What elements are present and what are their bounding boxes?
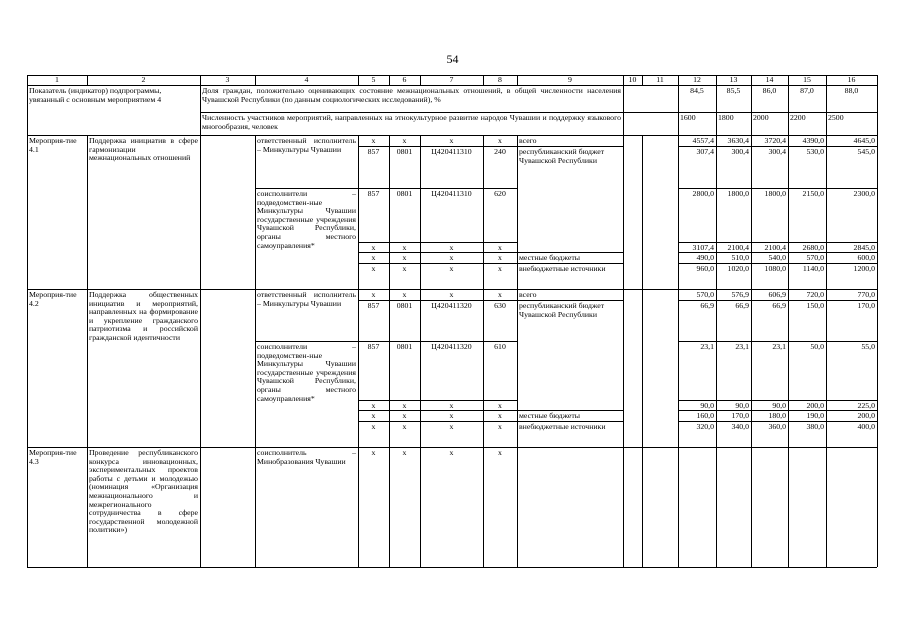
budget-code-target: x: [449, 401, 454, 410]
funding-value: 23,1: [700, 342, 714, 351]
funding-value: 170,0: [857, 301, 875, 310]
funding-source: внебюджетные источники: [519, 264, 606, 273]
budget-code-target: Ц420411310: [431, 189, 472, 198]
funding-value: 2150,0: [802, 189, 824, 198]
funding-value: 23,1: [735, 342, 749, 351]
indicator-text: Численность участников мероприятий, направленных на этнокультурное развитие народов Чувашии и поддержку языкового многообразия, человек: [202, 113, 621, 131]
funding-source: республиканский бюджет Чувашской Республики: [519, 147, 605, 165]
funding-value: 190,0: [806, 411, 824, 420]
rule-h: [517, 421, 623, 422]
activity-name: Проведение республиканского конкурса инновационных, экспериментальных проектов работы с детьми и молодежью (номинация «Организация межнационального и межрегионального сотрудничества в сфере государственной молодежной политики»): [89, 448, 198, 535]
indicator-value: 1600: [680, 113, 696, 122]
budget-code-target: x: [449, 264, 454, 273]
column-number-header: 4: [304, 75, 309, 84]
rule-h: [517, 146, 623, 147]
activity-name: Поддержка инициатив в сфере гармонизации межнациональных отношений: [89, 136, 198, 163]
responsible-executor: ответственный исполнитель – Минкультуры Чувашии: [257, 136, 356, 154]
budget-code-grbs: x: [371, 253, 376, 262]
rule-v: [642, 447, 643, 567]
column-number-header: 6: [402, 75, 407, 84]
rule-v: [751, 447, 752, 567]
funding-value: 170,0: [731, 411, 749, 420]
funding-source: местные бюджеты: [519, 253, 581, 262]
activity-code: Мероприя-тие 4.2: [29, 290, 77, 308]
budget-code-expense: 240: [494, 147, 506, 156]
budget-code-section: x: [402, 401, 407, 410]
budget-code-grbs: 857: [367, 301, 380, 310]
funding-value: 66,9: [772, 301, 786, 310]
funding-value: 2845,0: [853, 243, 875, 252]
funding-value: 4557,4: [692, 136, 714, 145]
budget-table: [27, 75, 877, 567]
budget-code-grbs: 857: [367, 189, 380, 198]
rule-v: [623, 447, 624, 567]
funding-value: 606,9: [768, 290, 786, 299]
funding-value: 160,0: [696, 411, 714, 420]
funding-value: 490,0: [696, 253, 714, 262]
indicator-value: 2500: [828, 113, 844, 122]
budget-code-target: x: [449, 253, 454, 262]
budget-code-grbs: x: [371, 401, 376, 410]
indicator-value: 87,0: [800, 86, 814, 95]
funding-value: 400,0: [857, 422, 875, 431]
funding-value: 2300,0: [853, 189, 875, 198]
rule-h: [517, 263, 623, 264]
activity-name: Поддержка общественных инициатив и мероприятий, направленных на формирование и укрепление гражданского патриотизма и российской гражданской идентичности: [89, 290, 198, 342]
rule-v: [420, 447, 421, 567]
budget-code-grbs: 857: [367, 147, 380, 156]
budget-code-section: 0801: [396, 301, 413, 310]
page-number: 54: [446, 52, 459, 66]
funding-value: 225,0: [857, 401, 875, 410]
funding-value: 90,0: [700, 401, 714, 410]
budget-code-expense: x: [498, 422, 502, 431]
funding-value: 1140,0: [802, 264, 824, 273]
funding-value: 510,0: [731, 253, 749, 262]
rule-h: [517, 410, 623, 411]
budget-code-section: x: [402, 253, 407, 262]
budget-code-grbs: x: [371, 448, 376, 457]
co-executors: соисполнители – подведомствен-ные Минкультуры Чувашии государственные учреждения Чувашской Республики, органы местного самоуправления*: [257, 342, 356, 403]
column-number-header: 3: [225, 75, 230, 84]
column-number-header: 11: [656, 75, 664, 84]
funding-value: 1200,0: [853, 264, 875, 273]
funding-value: 180,0: [768, 411, 786, 420]
budget-code-expense: 630: [494, 301, 506, 310]
funding-value: 150,0: [806, 301, 824, 310]
budget-code-section: x: [402, 290, 407, 299]
funding-source: республиканский бюджет Чувашской Республики: [519, 301, 605, 319]
rule-h: [27, 447, 877, 448]
rule-h: [27, 567, 877, 568]
indicator-value: 1800: [718, 113, 734, 122]
funding-value: 1800,0: [764, 189, 786, 198]
funding-value: 530,0: [806, 147, 824, 156]
rule-v: [389, 447, 390, 567]
budget-code-target: Ц420411320: [431, 301, 472, 310]
budget-code-section: x: [402, 448, 407, 457]
rule-v: [623, 85, 624, 135]
funding-value: 570,0: [806, 253, 824, 262]
budget-code-section: x: [402, 411, 407, 420]
budget-code-expense: x: [498, 243, 502, 252]
rule-h: [27, 135, 877, 136]
column-number-header: 15: [803, 75, 811, 84]
rule-v: [623, 135, 624, 289]
funding-value: 576,9: [731, 290, 749, 299]
activity-code: Мероприя-тие 4.3: [29, 448, 77, 466]
funding-value: 340,0: [731, 422, 749, 431]
funding-value: 320,0: [696, 422, 714, 431]
rule-v: [877, 75, 878, 567]
budget-code-section: 0801: [396, 147, 413, 156]
column-number-header: 5: [371, 75, 376, 84]
funding-value: 66,9: [735, 301, 749, 310]
funding-value: 1020,0: [727, 264, 749, 273]
budget-code-target: x: [449, 290, 454, 299]
funding-value: 90,0: [735, 401, 749, 410]
funding-source: внебюджетные источники: [519, 422, 606, 431]
funding-value: 200,0: [857, 411, 875, 420]
funding-value: 600,0: [857, 253, 875, 262]
budget-code-section: x: [402, 422, 407, 431]
funding-value: 960,0: [696, 264, 714, 273]
rule-v: [200, 447, 201, 567]
indicator-value: 2000: [753, 113, 769, 122]
funding-value: 200,0: [806, 401, 824, 410]
budget-code-expense: x: [498, 253, 502, 262]
budget-code-section: x: [402, 136, 407, 145]
indicator-value: 84,5: [690, 86, 704, 95]
column-number-header: 16: [847, 75, 856, 84]
budget-code-section: 0801: [396, 189, 413, 198]
co-executor: соисполнитель – Минобразования Чувашии: [257, 448, 356, 466]
rule-v: [358, 447, 359, 567]
budget-code-section: x: [402, 264, 407, 273]
budget-code-grbs: x: [371, 136, 376, 145]
funding-value: 540,0: [768, 253, 786, 262]
indicator-value: 85,5: [726, 86, 741, 95]
column-number-header: 13: [729, 75, 738, 84]
funding-value: 720,0: [806, 290, 824, 299]
rule-v: [788, 447, 789, 567]
funding-value: 1080,0: [764, 264, 786, 273]
budget-code-target: x: [449, 448, 454, 457]
budget-code-target: x: [449, 411, 454, 420]
budget-code-expense: x: [498, 401, 502, 410]
rule-v: [826, 447, 827, 567]
budget-code-target: Ц420411310: [431, 147, 472, 156]
column-number-header: 7: [449, 75, 454, 84]
funding-value: 2100,4: [764, 243, 786, 252]
funding-value: 55,0: [861, 342, 875, 351]
funding-value: 770,0: [857, 290, 875, 299]
funding-source: местные бюджеты: [519, 411, 581, 420]
budget-code-expense: 620: [494, 189, 506, 198]
budget-code-grbs: x: [371, 411, 376, 420]
rule-v: [483, 447, 484, 567]
funding-source: всего: [519, 290, 537, 299]
funding-value: 570,0: [696, 290, 714, 299]
budget-code-grbs: x: [371, 243, 376, 252]
indicator-label: Показатель (индикатор) подпрограммы, увязанный с основным мероприятием 4: [29, 86, 162, 104]
funding-value: 50,0: [810, 342, 824, 351]
indicator-value: 88,0: [844, 86, 859, 95]
rule-h: [517, 300, 623, 301]
co-executors: соисполнители – подведомствен-ные Минкультуры Чувашии государственные учреждения Чувашской Республики, органы местного самоуправления*: [257, 189, 356, 250]
budget-code-expense: 610: [494, 342, 506, 351]
rule-v: [642, 289, 643, 447]
funding-value: 300,4: [731, 147, 749, 156]
funding-value: 4390,0: [802, 136, 824, 145]
budget-code-expense: x: [498, 264, 502, 273]
funding-value: 3720,4: [764, 136, 786, 145]
funding-value: 307,4: [696, 147, 714, 156]
funding-value: 90,0: [772, 401, 786, 410]
funding-value: 2100,4: [727, 243, 749, 252]
budget-code-expense: x: [498, 290, 502, 299]
budget-code-target: x: [449, 422, 454, 431]
column-number-header: 12: [693, 75, 701, 84]
rule-v: [200, 289, 201, 447]
funding-value: 4645,0: [853, 136, 875, 145]
column-number-header: 2: [141, 75, 146, 84]
activity-code: Мероприя-тие 4.1: [29, 136, 77, 154]
funding-value: 360,0: [768, 422, 786, 431]
funding-value: 545,0: [857, 147, 875, 156]
rule-h: [517, 252, 623, 253]
indicator-value: 2200: [790, 113, 806, 122]
budget-code-expense: x: [498, 136, 502, 145]
funding-value: 2680,0: [802, 243, 824, 252]
rule-v: [678, 447, 679, 567]
funding-source: всего: [519, 136, 537, 145]
column-number-header: 10: [628, 75, 637, 84]
funding-value: 2800,0: [692, 189, 714, 198]
rule-v: [623, 289, 624, 447]
indicator-text: Доля граждан, положительно оценивающих состояние межнациональных отношений, в общей численности населения Чувашской Республики (по данным социологических исследований), %: [202, 86, 621, 104]
funding-value: 3630,4: [727, 136, 749, 145]
rule-v: [642, 135, 643, 289]
column-number-header: 14: [765, 75, 774, 84]
budget-code-expense: x: [498, 448, 502, 457]
rule-v: [716, 447, 717, 567]
funding-value: 66,9: [700, 301, 714, 310]
budget-code-grbs: x: [371, 422, 376, 431]
responsible-executor: ответственный исполнитель – Минкультуры Чувашии: [257, 290, 356, 308]
funding-value: 380,0: [806, 422, 824, 431]
rule-v: [517, 447, 518, 567]
budget-code-expense: x: [498, 411, 502, 420]
column-number-header: 8: [498, 75, 502, 84]
budget-code-section: 0801: [396, 342, 413, 351]
rule-v: [200, 135, 201, 289]
rule-h: [27, 289, 877, 290]
budget-code-grbs: x: [371, 264, 376, 273]
indicator-value: 86,0: [762, 86, 777, 95]
budget-code-target: x: [449, 243, 454, 252]
funding-value: 1800,0: [727, 189, 749, 198]
budget-code-grbs: x: [371, 290, 376, 299]
budget-code-target: x: [449, 136, 454, 145]
column-number-header: 1: [55, 75, 59, 84]
budget-code-grbs: 857: [367, 342, 380, 351]
budget-code-target: Ц420411320: [431, 342, 472, 351]
funding-value: 300,4: [768, 147, 786, 156]
funding-value: 3107,4: [692, 243, 714, 252]
funding-value: 23,1: [772, 342, 786, 351]
budget-code-section: x: [402, 243, 407, 252]
column-number-header: 9: [568, 75, 572, 84]
